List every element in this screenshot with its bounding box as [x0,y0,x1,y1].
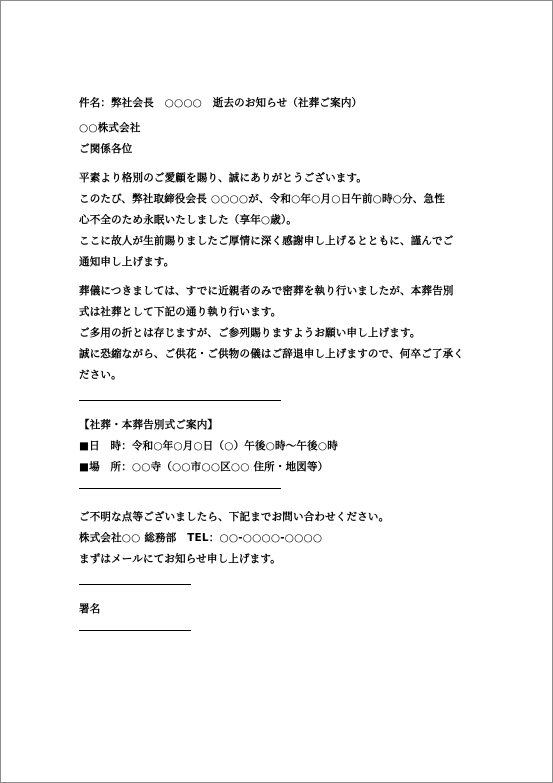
recipients-line: ご関係各位 [79,143,133,155]
subject-line: 件名：弊社会長 ○○○○ 逝去のお知らせ（社葬ご案内） [79,97,363,109]
paragraph-announcement [79,168,479,273]
text-line: まずはメールにてお知らせ申し上げます。 [79,553,281,565]
text-line: 心不全のため永眠いたしました（享年○歳）。 [79,214,298,226]
text-line: 誠に恐縮ながら、ご供花・ご供物の儀はご辞退申し上げますので、何卒ご了承く [79,348,464,360]
notice-heading: 【社葬・本葬告別式ご案内】 [79,419,219,431]
signature-label: 署名 [79,603,101,615]
company-name: ○○株式会社 [79,122,141,134]
divider [79,478,479,499]
text-line: ここに故人が生前賜りましたご厚情に深く感謝申し上げるとともに、謹んでご [79,235,454,247]
text-line: 式は社葬として下記の通り執り行います。 [79,306,282,318]
divider [79,390,479,411]
text-line: ご多用の折とは存じますが、ご参列賜りますようお願い申し上げます。 [79,327,421,339]
divider [79,574,479,595]
notice-datetime: ■日 時：令和○年○月○日（○）午後○時～午後○時 [79,440,338,452]
text-line: このたび、弊社取締役会長 ○○○○が、令和○年○月○日午前○時○分、急性 [79,193,445,205]
text-line: ださい。 [79,369,122,381]
text-line: 葬儀につきましては、すでに近親者のみで密葬を執り行いましたが、本葬告別 [79,285,454,297]
divider [79,620,479,641]
notice-section [79,415,479,478]
text-line: ご不明な点等ございましたら、下記までお問い合わせください。 [79,511,390,523]
text-line: 平素より格別のご愛顧を賜り、誠にありがとうございます。 [79,172,368,184]
email-body [79,93,479,641]
contact-info: 株式会社○○ 総務部 TEL：○○-○○○○-○○○○ [79,532,323,544]
paragraph-funeral [79,281,479,386]
text-line: 通知申し上げます。 [79,256,175,268]
notice-place: ■場 所：○○寺（○○市○○区○○ 住所・地図等） [79,461,329,473]
contact-section [79,507,479,570]
